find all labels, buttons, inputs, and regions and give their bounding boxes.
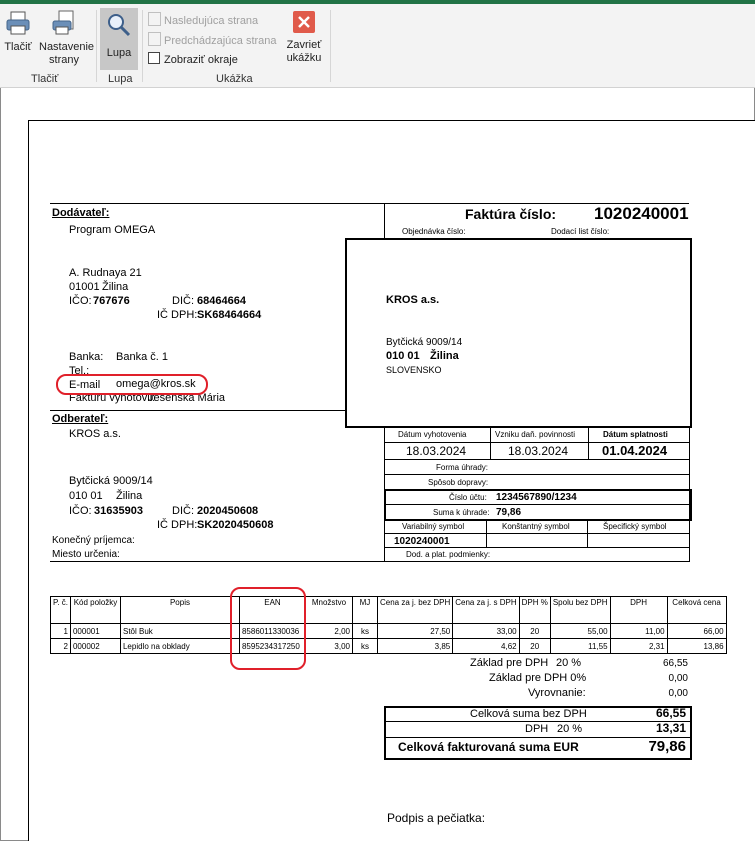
rounding-label: Vyrovnanie: bbox=[528, 687, 586, 699]
date-issued-label: Dátum vyhotovenia bbox=[398, 430, 467, 439]
date-due: 01.04.2024 bbox=[602, 443, 668, 458]
customer-heading: Odberateľ: bbox=[52, 413, 109, 425]
grand-total-value: 79,86 bbox=[648, 738, 686, 755]
zoom-label: Lupa bbox=[106, 47, 132, 59]
cell-qty: 2,00 bbox=[305, 624, 352, 639]
cell-total: 13,86 bbox=[667, 639, 726, 654]
supplier-heading: Dodávateľ: bbox=[52, 207, 110, 219]
vs-label: Variabilný symbol bbox=[402, 522, 465, 531]
address-country: SLOVENSKO bbox=[386, 365, 442, 375]
base-vat0-value: 0,00 bbox=[668, 673, 688, 684]
dates-div-1 bbox=[490, 427, 491, 459]
base-vat-rate: 20 % bbox=[556, 657, 582, 669]
cell-price: 3,85 bbox=[377, 639, 452, 654]
table-row bbox=[51, 639, 727, 654]
col-header: DPH bbox=[610, 597, 667, 624]
signature-label: Podpis a pečiatka: bbox=[387, 811, 486, 825]
supplier-city: Žilina bbox=[102, 281, 129, 293]
bank-value: Banka č. 1 bbox=[116, 351, 168, 363]
col-header: Spolu bez DPH bbox=[550, 597, 610, 624]
next-page-button[interactable] bbox=[148, 12, 258, 27]
close-preview-label: Zavrieť ukážku bbox=[286, 39, 322, 64]
date-issued: 18.03.2024 bbox=[406, 444, 467, 458]
col-header: Cena za j. bez DPH bbox=[377, 597, 452, 624]
col-header: EAN bbox=[239, 597, 305, 624]
zoom-button[interactable] bbox=[100, 8, 138, 70]
cell-no: 1 bbox=[51, 624, 71, 639]
customer-dic: 2020450608 bbox=[197, 505, 259, 517]
delivery-method-label: Spôsob dopravy: bbox=[428, 478, 489, 487]
customer-icdph: SK2020450608 bbox=[197, 519, 274, 531]
col-header: Kód položky bbox=[70, 597, 120, 624]
col-header: Množstvo bbox=[305, 597, 352, 624]
items-table bbox=[50, 596, 727, 654]
cell-code: 000001 bbox=[70, 624, 120, 639]
payment-line bbox=[384, 474, 690, 475]
col-header: MJ bbox=[352, 597, 377, 624]
print-button[interactable] bbox=[2, 10, 34, 53]
cell-unit: ks bbox=[352, 639, 377, 654]
cell-ean: 8595234317250 bbox=[239, 639, 305, 654]
magnifier-icon bbox=[106, 12, 132, 38]
print-label: Tlačiť bbox=[4, 41, 32, 53]
customer-zip: 010 01 bbox=[69, 490, 103, 502]
cell-vat: 2,31 bbox=[610, 639, 667, 654]
col-header: P. č. bbox=[51, 597, 71, 624]
group-preview-label: Ukážka bbox=[216, 73, 253, 85]
prev-page-label: Predchádzajúca strana bbox=[164, 35, 277, 47]
cell-qty: 3,00 bbox=[305, 639, 352, 654]
col-header: DPH % bbox=[519, 597, 550, 624]
prev-page-button[interactable] bbox=[148, 32, 277, 47]
delivery-no-label: Dodací list číslo: bbox=[551, 227, 610, 236]
supplier-zip: 01001 bbox=[69, 281, 100, 293]
ean-highlight bbox=[230, 587, 306, 670]
address-city: Žilina bbox=[430, 350, 459, 362]
cell-vat: 11,00 bbox=[610, 624, 667, 639]
email-label: E-mail bbox=[69, 379, 101, 391]
supplier-dic-label: DIČ: bbox=[172, 295, 194, 307]
account-mid-line bbox=[384, 504, 690, 505]
group-print-label: Tlačiť bbox=[31, 73, 59, 85]
ss-label: Špecifický symbol bbox=[603, 522, 667, 531]
customer-ico: 31635903 bbox=[94, 505, 143, 517]
cell-price: 27,50 bbox=[377, 624, 452, 639]
base-vat-label: Základ pre DPH bbox=[470, 657, 549, 669]
cell-vat-rate: 20 bbox=[519, 624, 550, 639]
supplier-street: A. Rudnaya 21 bbox=[69, 267, 142, 279]
rounding-value: 0,00 bbox=[668, 688, 688, 699]
group-zoom-label: Lupa bbox=[108, 73, 133, 85]
final-recipient-label: Konečný príjemca: bbox=[52, 535, 135, 546]
email-value: omega@kros.sk bbox=[116, 378, 196, 390]
base-vat0-label: Základ pre DPH 0% bbox=[489, 672, 587, 684]
customer-divider bbox=[50, 410, 384, 411]
issued-by-label: Faktúru vyhotovil: bbox=[69, 392, 156, 404]
customer-ico-label: IČO: bbox=[69, 505, 92, 517]
bank-label: Banka: bbox=[69, 351, 104, 363]
total-no-vat-value: 66,55 bbox=[655, 706, 686, 720]
cell-price-vat: 33,00 bbox=[453, 624, 519, 639]
cell-desc: Lepidlo na obklady bbox=[120, 639, 239, 654]
col-header: Celková cena bbox=[667, 597, 726, 624]
terms-label: Dod. a plat. podmienky: bbox=[406, 550, 491, 559]
dates-top-line bbox=[384, 427, 690, 428]
total-no-vat-label: Celková suma bez DPH bbox=[470, 708, 587, 720]
printer-icon bbox=[5, 10, 31, 36]
cell-total-no-vat: 55,00 bbox=[550, 624, 610, 639]
page-setup-button[interactable] bbox=[36, 10, 95, 67]
issued-by-value: Jesenská Mária bbox=[148, 392, 226, 404]
cell-total-no-vat: 11,55 bbox=[550, 639, 610, 654]
supplier-dic: 68464664 bbox=[197, 295, 246, 307]
address-name: KROS a.s. bbox=[386, 294, 440, 306]
next-page-label: Nasledujúca strana bbox=[164, 15, 259, 27]
payment-form-label: Forma úhrady: bbox=[436, 463, 489, 472]
cell-vat-rate: 20 bbox=[519, 639, 550, 654]
cell-code: 000002 bbox=[70, 639, 120, 654]
supplier-icdph-label: IČ DPH: bbox=[157, 309, 198, 321]
grand-total-label: Celková fakturovaná suma EUR bbox=[398, 740, 579, 754]
date-tax-label: Vzniku daň. povinnosti bbox=[495, 430, 576, 439]
amount-due-label: Suma k úhrade: bbox=[433, 508, 490, 517]
ks-label: Konštantný symbol bbox=[502, 522, 570, 531]
base-vat-value: 66,55 bbox=[662, 658, 688, 669]
close-preview-button[interactable] bbox=[282, 10, 326, 65]
address-window bbox=[345, 238, 692, 428]
vat-label: DPH bbox=[525, 723, 549, 735]
customer-icdph-label: IČ DPH: bbox=[157, 519, 198, 531]
address-zip: 010 01 bbox=[386, 350, 420, 362]
customer-name: KROS a.s. bbox=[69, 428, 121, 440]
prev-page-icon bbox=[148, 32, 161, 46]
symbols-bottom-line bbox=[384, 547, 690, 548]
invoice-number: 1020240001 bbox=[594, 204, 689, 223]
next-page-icon bbox=[148, 12, 161, 26]
account-label: Číslo účtu: bbox=[449, 493, 487, 502]
amount-due-value: 79,86 bbox=[496, 507, 522, 518]
invoice-number-label: Faktúra číslo: bbox=[465, 206, 557, 222]
vat-value: 13,31 bbox=[655, 721, 686, 735]
page-setup-icon bbox=[51, 10, 77, 36]
order-no-label: Objednávka číslo: bbox=[402, 227, 466, 236]
cell-ean: 8586011330036 bbox=[239, 624, 305, 639]
email-highlight bbox=[56, 374, 208, 395]
supplier-icdph: SK68464664 bbox=[197, 309, 262, 321]
customer-city: Žilina bbox=[116, 490, 143, 502]
customer-street: Bytčická 9009/14 bbox=[69, 475, 153, 487]
supplier-name: Program OMEGA bbox=[69, 224, 156, 236]
dates-div-2 bbox=[588, 427, 589, 459]
symbols-mid-line bbox=[384, 533, 690, 534]
show-margins-checkbox[interactable] bbox=[148, 52, 238, 66]
date-due-label: Dátum splatnosti bbox=[603, 430, 668, 439]
supplier-ico: 767676 bbox=[93, 295, 130, 307]
vat-rate: 20 % bbox=[557, 723, 583, 735]
address-street: Bytčická 9009/14 bbox=[386, 337, 463, 348]
cell-price-vat: 4,62 bbox=[453, 639, 519, 654]
date-tax: 18.03.2024 bbox=[508, 444, 569, 458]
table-row bbox=[51, 624, 727, 639]
close-icon bbox=[292, 10, 316, 34]
vs-value: 1020240001 bbox=[394, 536, 450, 547]
cell-desc: Stôl Buk bbox=[120, 624, 239, 639]
ribbon bbox=[0, 4, 755, 88]
cell-no: 2 bbox=[51, 639, 71, 654]
col-header: Popis bbox=[120, 597, 239, 624]
show-margins-label: Zobraziť okraje bbox=[164, 54, 238, 66]
destination-label: Miesto určenia: bbox=[52, 549, 120, 560]
header-bottom-line bbox=[50, 561, 690, 562]
checkbox-icon bbox=[148, 52, 160, 64]
cell-unit: ks bbox=[352, 624, 377, 639]
table-header-row bbox=[51, 597, 727, 624]
col-header: Cena za j. s DPH bbox=[453, 597, 519, 624]
cell-total: 66,00 bbox=[667, 624, 726, 639]
dates-bottom-line bbox=[384, 459, 690, 460]
supplier-ico-label: IČO: bbox=[69, 295, 92, 307]
page-setup-label: Nastavenie strany bbox=[39, 41, 95, 66]
customer-dic-label: DIČ: bbox=[172, 505, 194, 517]
account-value: 1234567890/1234 bbox=[496, 492, 577, 503]
tel-label: Tel.: bbox=[69, 365, 90, 377]
